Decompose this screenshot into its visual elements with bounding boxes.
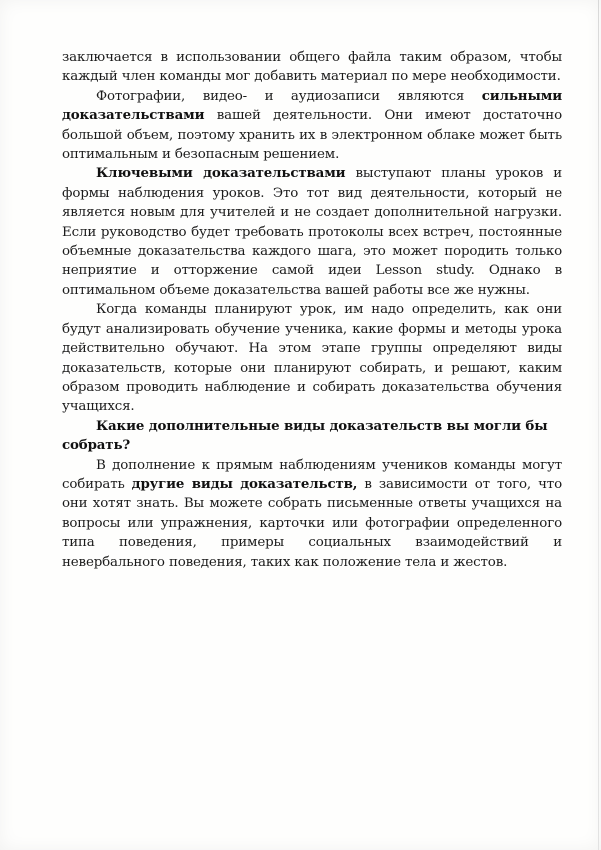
text-run: Когда команды планируют урок, им надо определить, как они будут анализировать обучение ученика, какие формы и методы урока действительно обучают. На этом этапе группы определяют виды доказательств, которые они планируют собирать, и решают, каким образом проводить наблюдение и собирать доказательства обучения учащихся. xyxy=(62,302,562,415)
paragraph-lesson-planning xyxy=(62,300,562,416)
paragraph-key-evidence xyxy=(62,164,562,300)
text-run: выступают планы уроков и формы наблюдения уроков. Это тот вид деятельности, который не является новым для учителей и не создает дополнительной нагрузки. Если руководство будет требовать протоколы всех встреч, постоянные объемные доказательства каждого шага, это может породить только неприятие и отторжение самой идеи Lesson study. Однако в оптимальном объеме доказательства вашей работы все же нужны. xyxy=(62,166,562,298)
section-question-heading: Какие дополнительные виды доказательств вы могли бы собрать? xyxy=(62,417,548,454)
page-edge-shadow xyxy=(598,0,599,850)
paragraph-photo-video xyxy=(62,87,562,165)
paragraph-other-evidence xyxy=(62,456,562,572)
bold-term-other-evidence: другие виды доказательств, xyxy=(131,475,358,492)
bold-term-strong-evidence: сильными доказательствами xyxy=(62,87,562,124)
text-run: Фотографии, видео- и аудиозаписи являются xyxy=(96,88,482,104)
bold-term-key-evidence: Ключевыми доказательствами xyxy=(96,165,346,182)
paragraph-continuation xyxy=(62,48,562,87)
document-body xyxy=(62,48,562,572)
text-run: заключается в использовании общего файла таким образом, чтобы каждый член команды мог добавить материал по мере необходимости. xyxy=(62,50,562,85)
text-run: вашей деятельности. Они имеют достаточно большой объем, поэтому хранить их в электронном облаке может быть оптимальным и безопасным решением. xyxy=(62,108,562,163)
text-run: В дополнение к прямым наблюдениям учеников команды могут собирать xyxy=(62,457,562,492)
text-run: в зависимости от того, что они хотят знать. Вы можете собрать письменные ответы учащихся на вопросы или упражнения, карточки или фотографии определенного типа поведения, примеры социальных взаимодействий и невербального поведения, таких как положение тела и жестов. xyxy=(62,476,562,570)
